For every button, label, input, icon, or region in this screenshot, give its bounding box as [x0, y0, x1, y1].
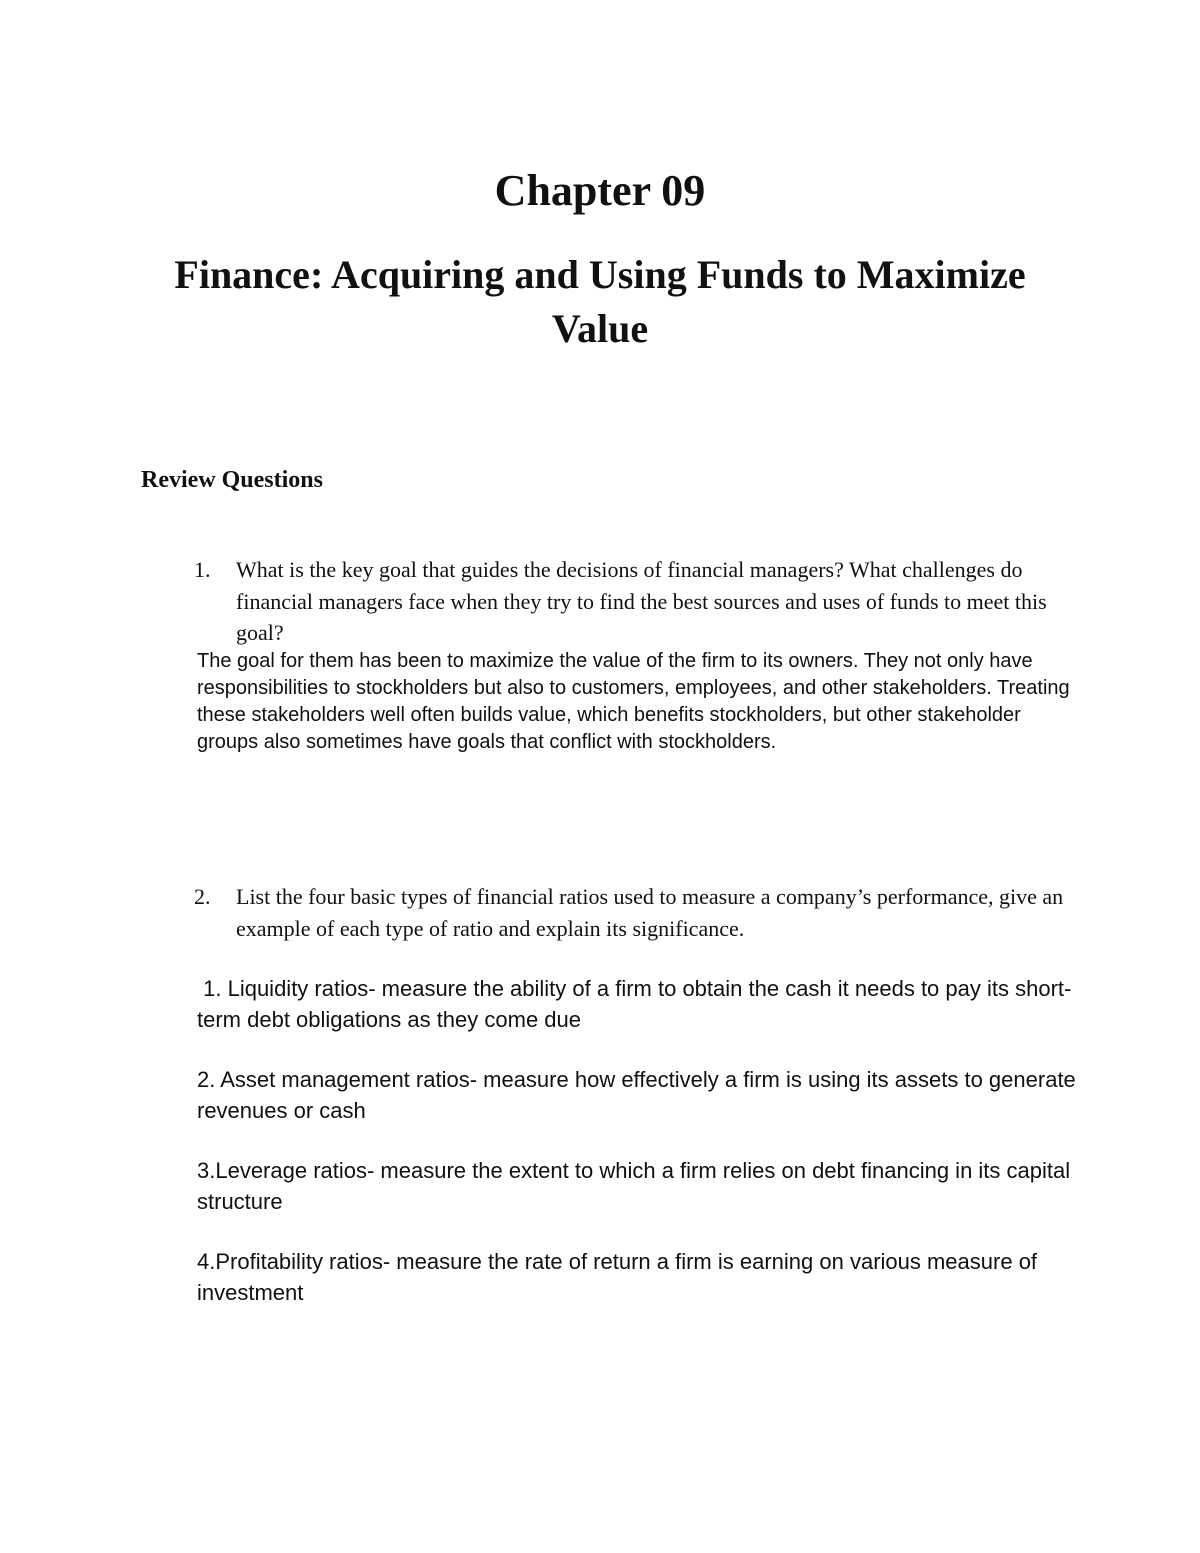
ratio-answer-liquidity: 1. Liquidity ratios- measure the ability of a firm to obtain the cash it needs to pay its short-term debt obligations as they come due	[197, 976, 1072, 1032]
question-2-number: 2.	[194, 884, 211, 909]
ratio-answer-profitability: 4.Profitability ratios- measure the rate of return a firm is earning on various measure of investment	[197, 1249, 1038, 1305]
chapter-title: Chapter 09	[494, 166, 706, 215]
question-2	[194, 881, 1066, 944]
page-title: Finance: Acquiring and Using Funds to Maximize Value	[174, 252, 1026, 351]
question-1-answer: The goal for them has been to maximize the value of the firm to its owners. They not only have responsibilities to stockholders but also to customers, employees, and other stakeholders. Treating these stakeholders well often builds value, which benefits stockholders, but other stakeholder groups also sometimes have goals that conflict with stockholders.	[197, 650, 1070, 753]
question-1-text: What is the key goal that guides the decisions of financial managers? What challenges do financial managers face when they try to find the best sources and uses of funds to meet this goal?	[236, 557, 1047, 645]
ratio-answer-asset-management: 2. Asset management ratios- measure how effectively a firm is using its assets to generate revenues or cash	[197, 1067, 1076, 1123]
section-heading: Review Questions	[141, 467, 323, 493]
question-1-number: 1.	[194, 557, 211, 582]
question-2-text: List the four basic types of financial ratios used to measure a company’s performance, give an example of each type of ratio and explain its significance.	[236, 884, 1064, 941]
question-1	[194, 554, 1066, 649]
ratio-answer-leverage: 3.Leverage ratios- measure the extent to which a firm relies on debt financing in its capital structure	[197, 1158, 1071, 1214]
